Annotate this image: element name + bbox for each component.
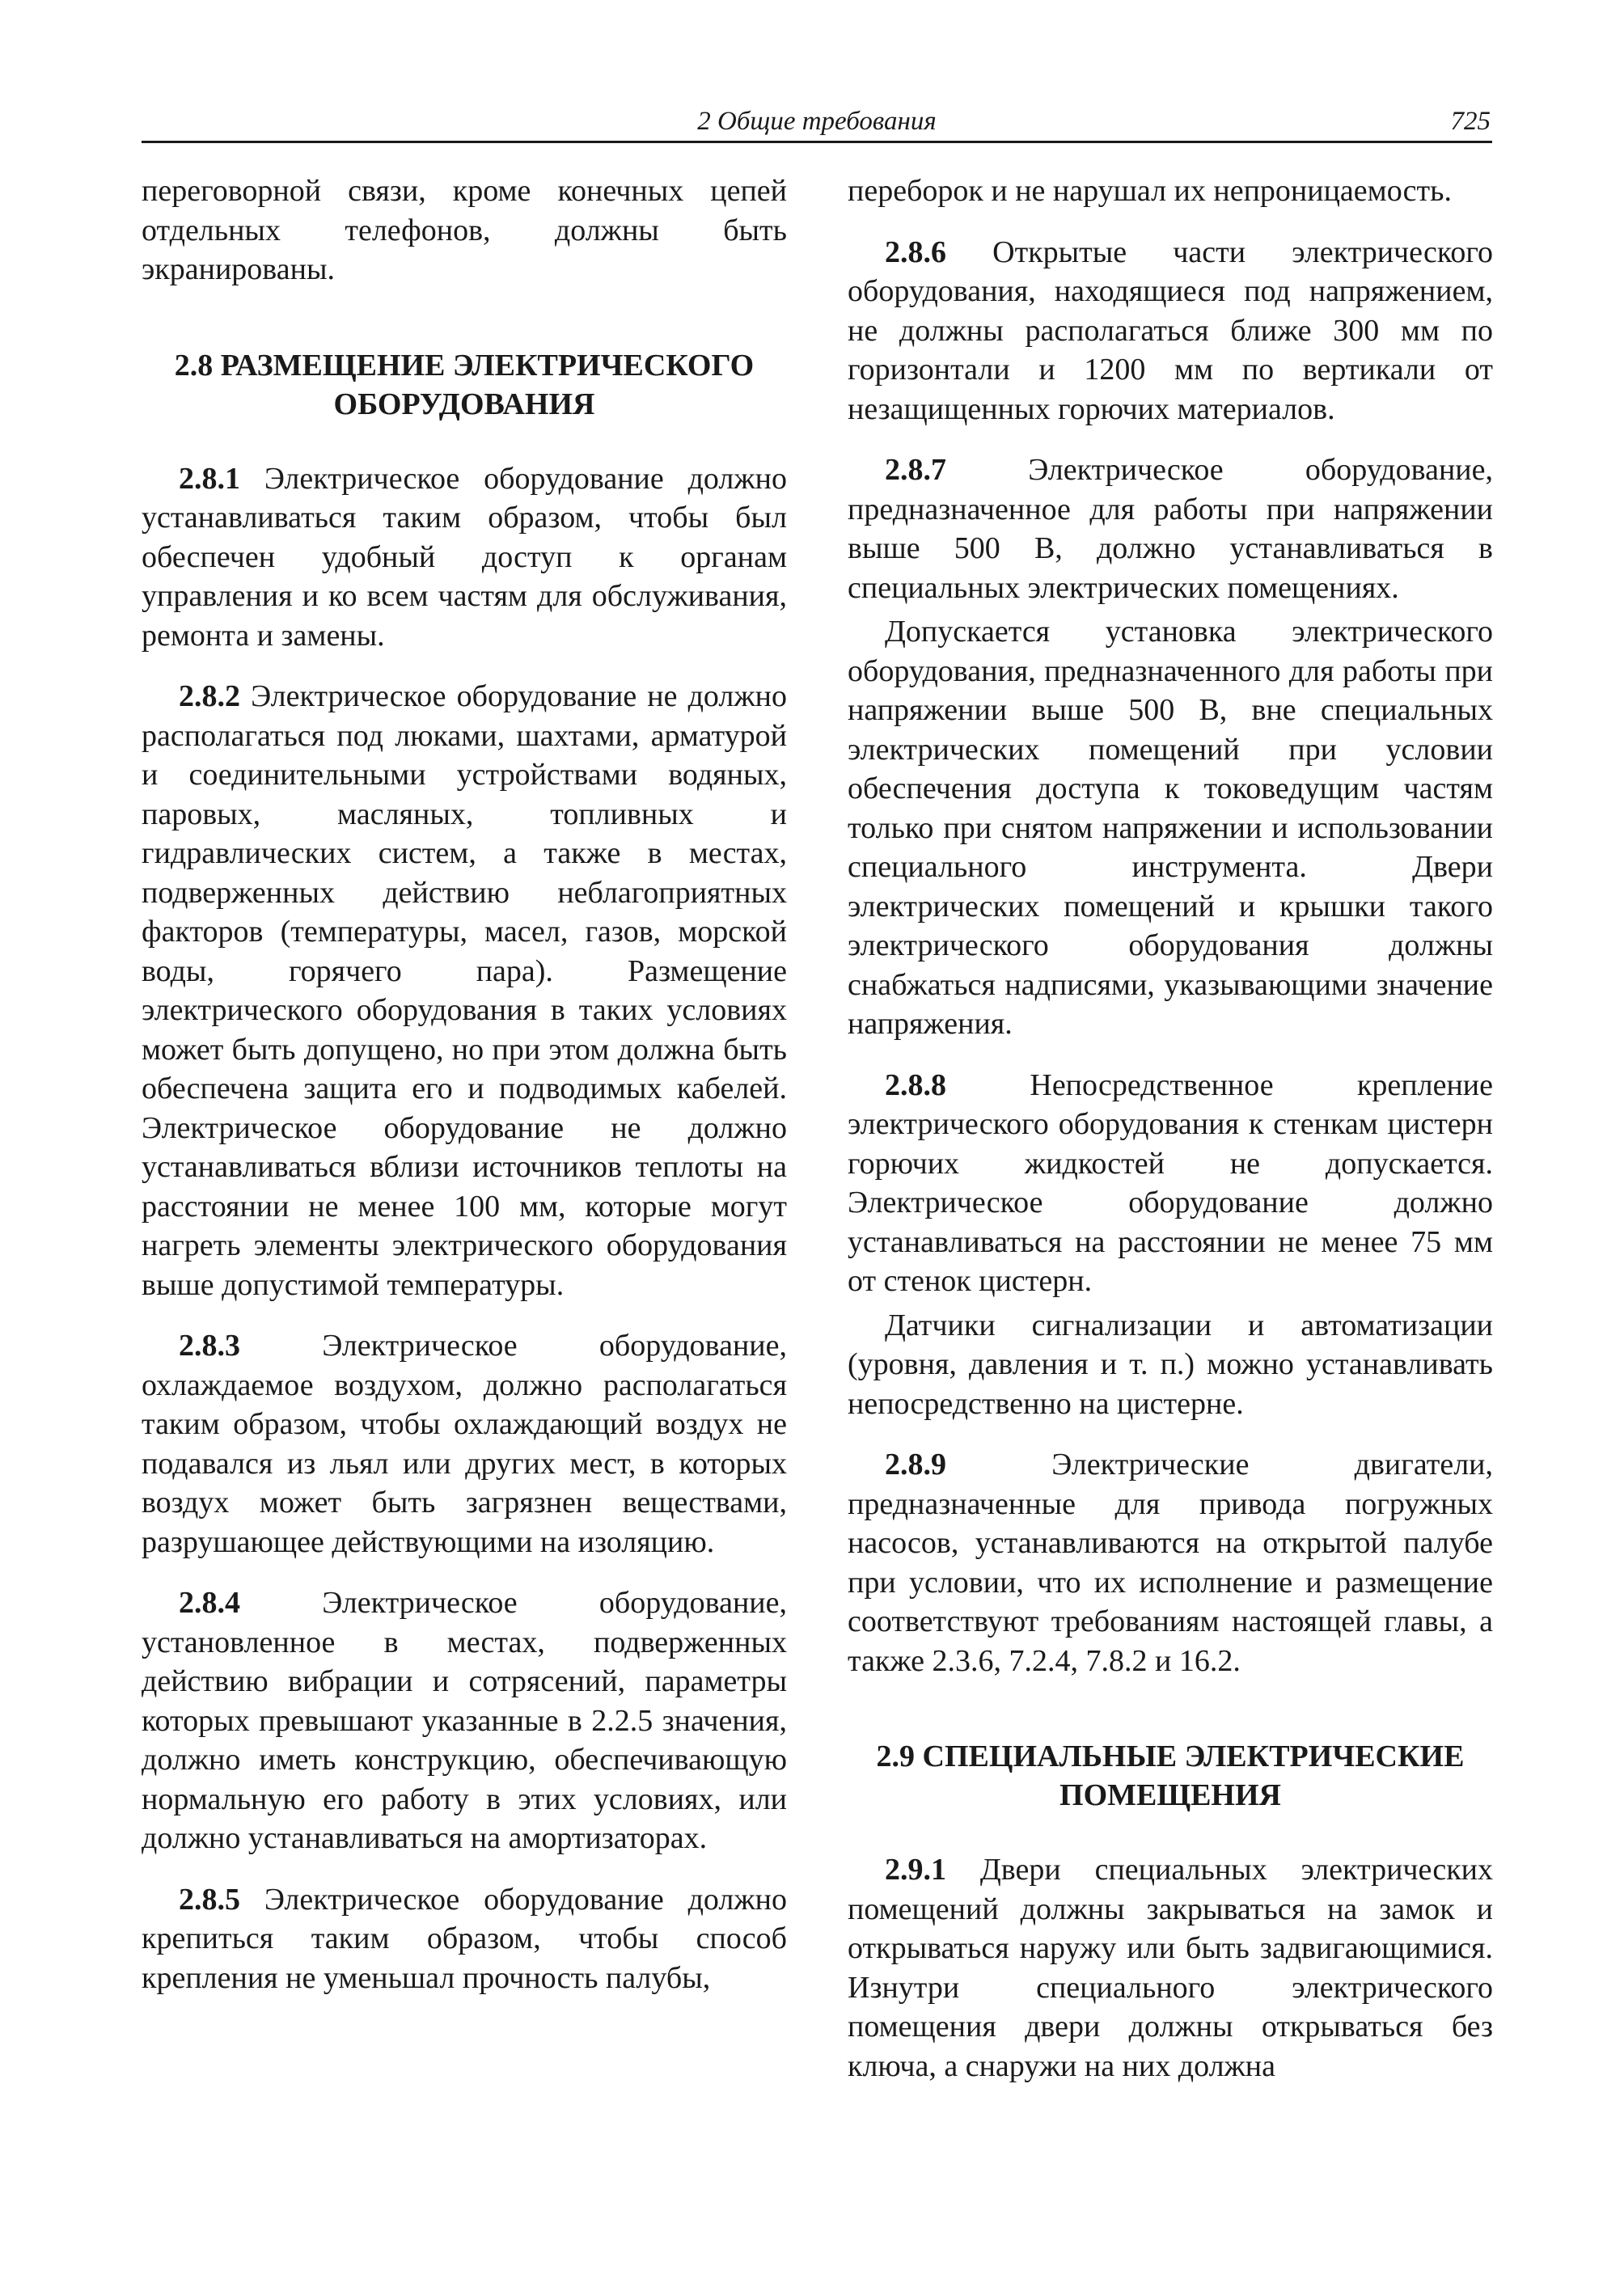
clause-text: Двери специальных электрических помещений должны закрываться на замок и открываться наружу или быть задвигающимися. Изнутри специального электрического помещения двери должны открываться без ключа, а снаружи на них должна	[848, 1853, 1493, 2083]
page-number: 725	[1450, 107, 1491, 136]
section-heading-2-8: 2.8 РАЗМЕЩЕНИЕ ЭЛЕКТРИЧЕСКОГО ОБОРУДОВАНИЯ	[174, 348, 755, 421]
clause-number: 2.8.3	[179, 1329, 240, 1363]
paragraph-2-8-8	[848, 1066, 1493, 1301]
section-heading-2-9: 2.9 СПЕЦИАЛЬНЫЕ ЭЛЕКТРИЧЕСКИЕ ПОМЕЩЕНИЯ	[876, 1739, 1465, 1812]
clause-text: Электрические двигатели, предназначенные для привода погружных насосов, устанавливаются на открытой палубе при условии, что их исполнение и размещение соответствуют требованиям настоящей главы, а также 2.3.6, 7.2.4, 7.8.2 и 16.2.	[848, 1448, 1493, 1678]
paragraph-2-8-4	[142, 1583, 787, 1858]
paragraph-2-8-3	[142, 1326, 787, 1562]
clause-text: Электрическое оборудование, предназначенное для работы при напряжении выше 500 В, должно устанавливаться в специальных электрических помещениях.	[848, 453, 1493, 605]
paragraph-2-8-6	[848, 233, 1493, 429]
clause-number: 2.8.6	[885, 235, 946, 269]
clause-number: 2.8.5	[179, 1882, 240, 1917]
paragraph-2-8-5	[142, 1880, 787, 1998]
clause-text: Открытые части электрического оборудования, находящиеся под напряжением, не должны располагаться ближе 300 мм по горизонтали и 1200 мм по вертикали от незащищенных горючих материалов.	[848, 235, 1493, 426]
right-column	[848, 171, 1493, 2086]
clause-text: Непосредственное крепление электрического оборудования к стенкам цистерн горючих жидкостей не допускается. Электрическое оборудование должно устанавливаться на расстоянии не менее 75 мм от стенок цистерн.	[848, 1067, 1493, 1298]
paragraph-2-8-9	[848, 1445, 1493, 1680]
clause-number: 2.8.7	[885, 453, 946, 487]
clause-number: 2.8.8	[885, 1067, 946, 1102]
clause-text: Электрическое оборудование не должно располагаться под люками, шахтами, арматурой и соединительными устройствами водяных, паровых, масляных, топливных и гидравлических систем, а также в местах, подверженных действию неблагоприятных факторов (температуры, масел, газов, морской воды, горячего пара). Размещение электрического оборудования в таких условиях может быть допущено, но при этом должна быть обеспечена защита его и подводимых кабелей. Электрическое оборудование не должно устанавливаться вблизи источников теплоты на расстоянии не менее 100 мм, которые могут нагреть элементы электрического оборудования выше допустимой температуры.	[142, 679, 787, 1302]
paragraph-2-8-5-continuation: переборок и не нарушал их непроницаемость.	[848, 174, 1452, 208]
clause-text: Электрическое оборудование, установленное в местах, подверженных действию вибрации и сотрясений, параметры которых превышают указанные в 2.2.5 значения, должно иметь конструкцию, обеспечивающую нормальную его работу в этих условиях, или должно устанавливаться на амортизаторах.	[142, 1586, 787, 1855]
clause-text: Электрическое оборудование должно устанавливаться таким образом, чтобы был обеспечен удобный доступ к органам управления и ко всем частям для обслуживания, ремонта и замены.	[142, 461, 787, 653]
clause-number: 2.8.9	[885, 1448, 946, 1482]
paragraph-2-8-8-second: Датчики сигнализации и автоматизации (уровня, давления и т. п.) можно устанавливать непосредственно на цистерне.	[848, 1308, 1493, 1421]
paragraph-2-8-2	[142, 677, 787, 1304]
clause-text: Электрическое оборудование должно крепиться таким образом, чтобы способ крепления не уменьшал прочность палубы,	[142, 1882, 787, 1995]
clause-number: 2.8.4	[179, 1586, 240, 1620]
clause-text: Электрическое оборудование, охлаждаемое воздухом, должно располагаться таким образом, чтобы охлаждающий воздух не подавался из льял или других мест, в которых воздух может быть загрязнен веществами, разрушающее действующими на изоляцию.	[142, 1329, 787, 1559]
left-column	[142, 171, 787, 1997]
paragraph-2-8-7	[848, 450, 1493, 607]
clause-number: 2.9.1	[885, 1853, 946, 1887]
paragraph-continuation: переговорной связи, кроме конечных цепей отдельных телефонов, должны быть экранированы.	[142, 174, 787, 286]
paragraph-2-8-1	[142, 459, 787, 656]
paragraph-2-9-1	[848, 1850, 1493, 2086]
running-title: 2 Общие требования	[697, 107, 937, 136]
paragraph-2-8-7-second: Допускается установка электрического оборудования, предназначенного для работы при напряжении выше 500 В, вне специальных электрических помещений при условии обеспечения доступа к токоведущим частям только при снятом напряжении и использовании специального инструмента. Двери электрических помещений и крышки такого электрического оборудования должны снабжаться надписями, указывающими значение напряжения.	[848, 615, 1493, 1041]
clause-number: 2.8.2	[179, 679, 240, 713]
page-header	[142, 105, 1492, 143]
clause-number: 2.8.1	[179, 461, 240, 496]
